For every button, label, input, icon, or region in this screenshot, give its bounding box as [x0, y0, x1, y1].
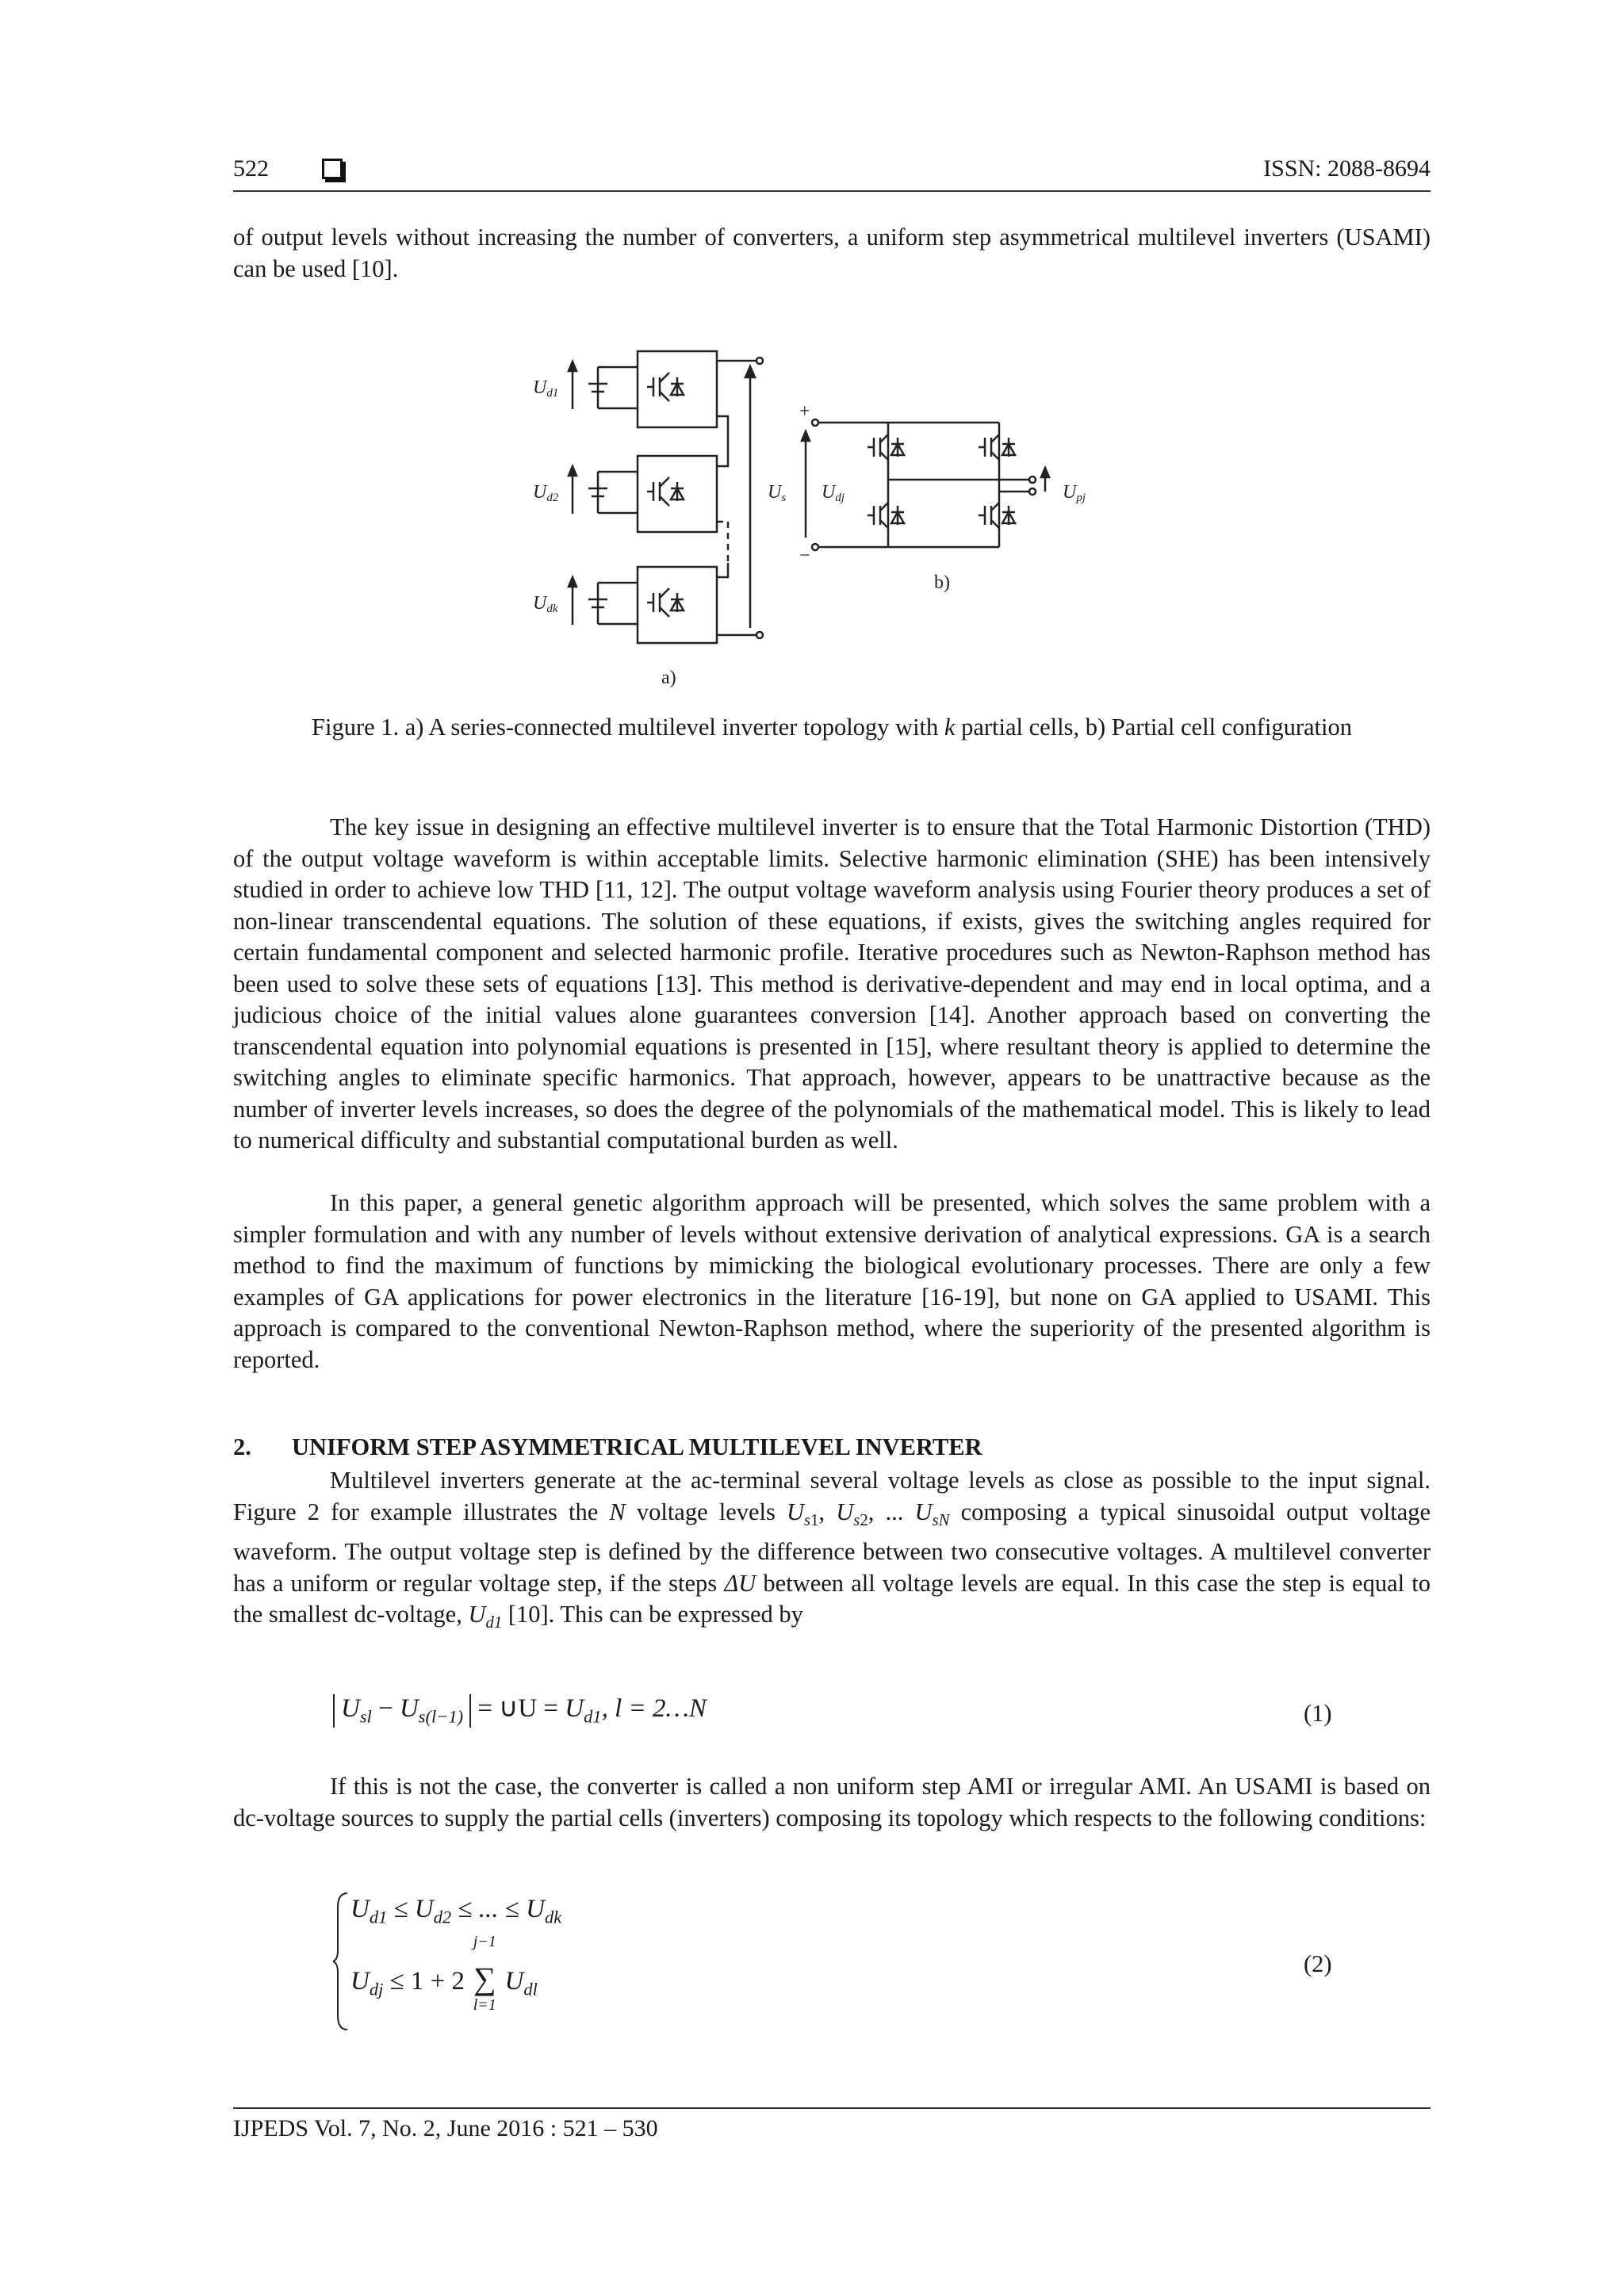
label-plus: +: [799, 401, 810, 422]
section-2-heading: [233, 1433, 982, 1461]
partial-cell-h-bridge: [802, 419, 1049, 550]
cell-k: [588, 567, 717, 643]
section-2-paragraph-2: If this is not the case, the converter is called a non uniform step AMI or irregular AMI. An USAMI is based on dc-voltage sources to supply the partial cells (inverters) composing its topology which respects to the following conditions:: [233, 1773, 1431, 1831]
label-udj: Udj: [822, 482, 845, 504]
sum-upper: j−1: [473, 1933, 496, 1950]
section-title: UNIFORM STEP ASYMMETRICAL MULTILEVEL INVERTER: [292, 1433, 982, 1460]
equation-1-number: (1): [1304, 1700, 1332, 1727]
label-part-b: b): [934, 572, 950, 593]
label-udk: Udk: [533, 593, 558, 615]
left-brace: [333, 1892, 349, 2031]
cell-1: [588, 351, 717, 427]
equation-2-line-1: $U_{d1} \le U_{d2}$ ≤ ... ≤ $U_{dk}$: [350, 1895, 562, 1927]
label-minus: −: [799, 545, 810, 566]
intro-paragraph-tail: of output levels without increasing the number of converters, a uniform step asymmetrical multilevel inverters (USAMI) can be used [10].: [233, 224, 1431, 282]
equation-1: $U_{sl} - U_{s(l-1)}$ = ∪U = $U_{d1}$, l = 2…N: [333, 1692, 707, 1728]
running-header: [233, 155, 1431, 192]
label-upj: Upj: [1063, 482, 1086, 504]
cell-2: [588, 456, 717, 532]
equation-2-number: (2): [1304, 1950, 1332, 1977]
section-2-paragraph-1: Multilevel inverters generate at the ac-terminal several voltage levels as close as possible to the input signal. Figure 2 for example illustrates the N voltage levels $U_{s1}$, $U_{s2}$, ... $U_{sN}$ composing a typical sinusoidal output voltage waveform. The output voltage step is defined by the difference between two consecutive voltages. A multilevel converter has a uniform or regular voltage step, if the steps ΔU between all voltage levels are equal. In this case the step is equal to the smallest dc-voltage, $U_{d1}$ [10]. This can be expressed by: [233, 1467, 1431, 1632]
label-ud1: Ud1: [533, 377, 559, 400]
sum-sign: ∑: [473, 1961, 496, 1996]
page-number: 522: [233, 155, 269, 182]
label-us: Us: [768, 482, 787, 504]
body-paragraph-1: The key issue in designing an effective multilevel inverter is to ensure that the Total Harmonic Distortion (THD) of the output voltage waveform is within acceptable limits. Selective harmonic elimination (SHE) has been intensively studied in order to achieve low THD [11, 12]. The output voltage waveform analysis using Fourier theory produces a set of non-linear transcendental equations. The solution of these equations, if exists, gives the switching angles required for certain fundamental component and selected harmonic profile. Iterative procedures such as Newton-Raphson method has been used to solve these sets of equations [13]. This method is derivative-dependent and may end in local optima, and a judicious choice of the initial values alone guarantees conversion [14]. Another approach based on converting the transcendental equation into polynomial equations is presented in [15], where resultant theory is applied to determine the switching angles to eliminate specific harmonics. That approach, however, appears to be unattractive because as the number of inverter levels increases, so does the degree of the polynomials of the mathematical model. This is likely to lead to numerical difficulty and substantial computational burden as well.: [233, 813, 1431, 1154]
equation-2-line-2: $U_{dj} \le 1 + 2$ j−1 ∑ l=1 $U_{dl}$: [350, 1933, 538, 2014]
figure-1-caption: Figure 1. a) A series-connected multilevel inverter topology with k partial cells, b) Partial cell configuration: [312, 714, 1352, 740]
sum-lower: l=1: [473, 1996, 496, 2014]
figure-1-circuit: [515, 333, 1150, 698]
running-footer: IJPEDS Vol. 7, No. 2, June 2016 : 521 – 530: [233, 2107, 1431, 2142]
issn: ISSN: 2088-8694: [1263, 155, 1431, 182]
label-part-a: a): [661, 668, 676, 688]
body-paragraph-2: In this paper, a general genetic algorithm approach will be presented, which solves the same problem with a simpler formulation and with any number of levels without extensive derivation of analytical expressions. GA is a search method to find the maximum of functions by mimicking the biological evolutionary processes. There are only a few examples of GA applications for power electronics in the literature [16-19], but none on GA applied to USAMI. This approach is compared to the conventional Newton-Raphson method, where the superiority of the presented algorithm is reported.: [233, 1189, 1431, 1373]
ballot-box-icon: [322, 159, 343, 179]
label-ud2: Ud2: [533, 482, 559, 504]
section-number: 2.: [233, 1433, 251, 1460]
